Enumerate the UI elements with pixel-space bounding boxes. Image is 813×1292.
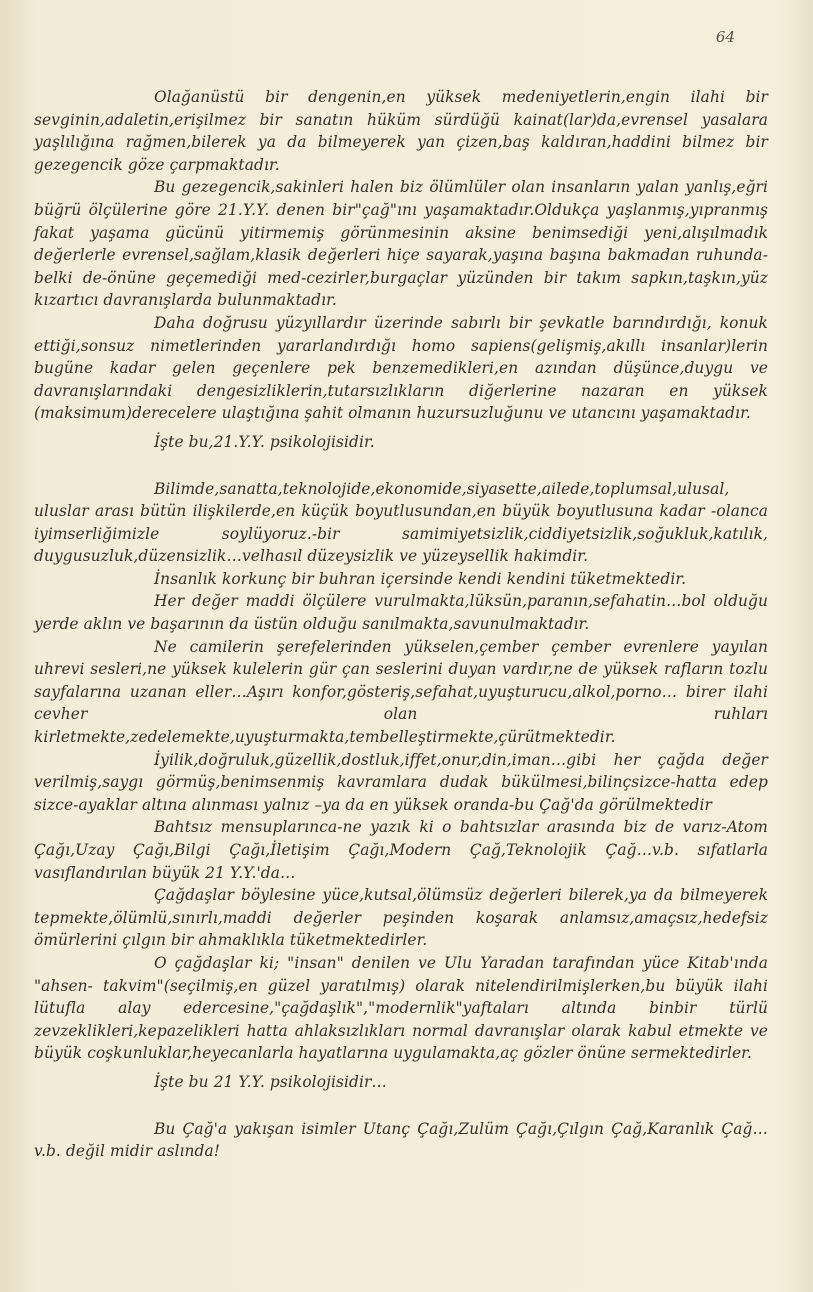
paragraph: İşte bu,21.Y.Y. psikolojisidir.: [154, 432, 375, 451]
paragraph: İnsanlık korkunç bir buhran içersinde kendi kendini tüketmektedir.: [154, 569, 687, 588]
paragraph: Daha doğrusu yüzyıllardır üzerinde sabırlı bir şevkatle barındırdığı, konuk ettiği,sonsuz nimetlerinden yararlandırdığı homo sapiens(gelişmiş,akıllı insanlar)lerin bugüne kadar gelen geçenlere pek benzemedikleri,en azından düşünce,duygu ve davranışlarındaki dengesizliklerin,tutarsızlıkların diğerlerine nazaran en yüksek (maksimum)derecelere ulaştığına şahit olmanın huzursuzluğunu ve utancını yaşamaktadır.: [34, 313, 768, 423]
paragraph: İşte bu 21 Y.Y. psikolojisidir…: [154, 1072, 387, 1091]
paragraph: O çağdaşlar ki; "insan" denilen ve Ulu Yaradan tarafından yüce Kitab'ında "ahsen- takvim"(seçilmiş,en güzel yaratılmış) olarak nitelendirilmişlerken,bu büyük ilahi lütufla alay edercesine,"çağdaşlık","modernlik"yaftaları altında binbir türlü zevzeklikleri,kepazelikleri hatta ahlaksızlıkları normal davranışlar olarak kabul etmekte ve büyük coşkunluklar,heyecanlarla hayatlarına uygulamakta,aç gözler önüne sermektedirler.: [34, 953, 768, 1063]
paragraph: Bu Çağ'a yakışan isimler Utanç Çağı,Zulüm Çağı,Çılgın Çağ,Karanlık Çağ…v.b. değil midir aslında!: [34, 1119, 768, 1161]
paragraph: Bilimde,sanatta,teknolojide,ekonomide,siyasette,ailede,toplumsal,ulusal, uluslar arası bütün ilişkilerde,en küçük boyutlusundan,en büyük boyutlusuna kadar -olanca iyimserliğimizle soylüyoruz.-bir samimiyetsizlik,ciddiyetsizlik,soğukluk,katılık, duygusuzluk,düzensizlik…velhasıl düzeysizlik ve yüzeysellik hakimdir.: [34, 479, 768, 566]
document-body: [34, 86, 768, 1163]
paragraph: Çağdaşlar böylesine yüce,kutsal,ölümsüz değerleri bilerek,ya da bilmeyerek tepmekte,ölümlü,sınırlı,maddi değerler peşinden koşarak anlamsız,amaçsız,hedefsiz ömürlerini çılgın bir ahmaklıkla tüketmektedirler.: [34, 886, 768, 950]
paragraph: Bahtsız mensuplarınca-ne yazık ki o bahtsızlar arasında biz de varız-Atom Çağı,Uzay Çağı,Bilgi Çağı,İletişim Çağı,Modern Çağ,Teknolojik Çağ…v.b. sıfatlarla vasıflandırılan büyük 21 Y.Y.'da…: [34, 818, 768, 882]
paragraph: Her değer maddi ölçülere vurulmakta,lüksün,paranın,sefahatin…bol olduğu yerde aklın ve başarının da üstün olduğu sanılmakta,savunulmaktadır.: [34, 592, 768, 634]
paragraph: Ne camilerin şerefelerinden yükselen,çember çember evrenlere yayılan uhrevi sesleri,ne yüksek kulelerin gür çan seslerini duyan vardır,ne de yüksek rafların tozlu sayfalarına uzanan eller…Aşırı konfor,gösteriş,sefahat,uyuşturucu,alkol,porno… birer ilahi cevher olan ruhları kirletmekte,zedelemekte,uyuşturmakta,tembelleştirmekte,çürütmektedir.: [34, 637, 768, 747]
paragraph: Bu gezegencik,sakinleri halen biz ölümlüler olan insanların yalan yanlış,eğri büğrü ölçülerine göre 21.Y.Y. denen bir"çağ"ını yaşamaktadır.Oldukça yaşlanmış,yıpranmış fakat yaşama gücünü yitirmemiş görünmesinin aksine benimsediği yeni,alışılmadık değerlerle evrensel,sağlam,klasik değerleri hiçe sayarak,yaşına başına bakmadan ruhunda-belki de-önüne geçemediği med-cezirler,burgaçlar yüzünden bir takım sapkın,taşkın,yüz kızartıcı davranışlarda bulunmaktadır.: [34, 178, 768, 310]
paragraph: Olağanüstü bir dengenin,en yüksek medeniyetlerin,engin ilahi bir sevginin,adaletin,erişilmez bir sanatın hüküm sürdüğü kainat(lar)da,evrensel yasalara yaşlılığına rağmen,bilerek ya da bilmeyerek yan çizen,baş kaldıran,haddini bilmez bir gezegencik göze çarpmaktadır.: [34, 88, 768, 174]
paragraph: İyilik,doğruluk,güzellik,dostluk,iffet,onur,din,iman…gibi her çağda değer verilmiş,saygı görmüş,benimsenmiş kavramlara dudak bükülmesi,bilinçsizce-hatta edep sizce-ayaklar altına alınması yalnız –ya da en yüksek oranda-bu Çağ'da görülmektedir: [34, 750, 768, 814]
page-number: 64: [715, 28, 735, 46]
